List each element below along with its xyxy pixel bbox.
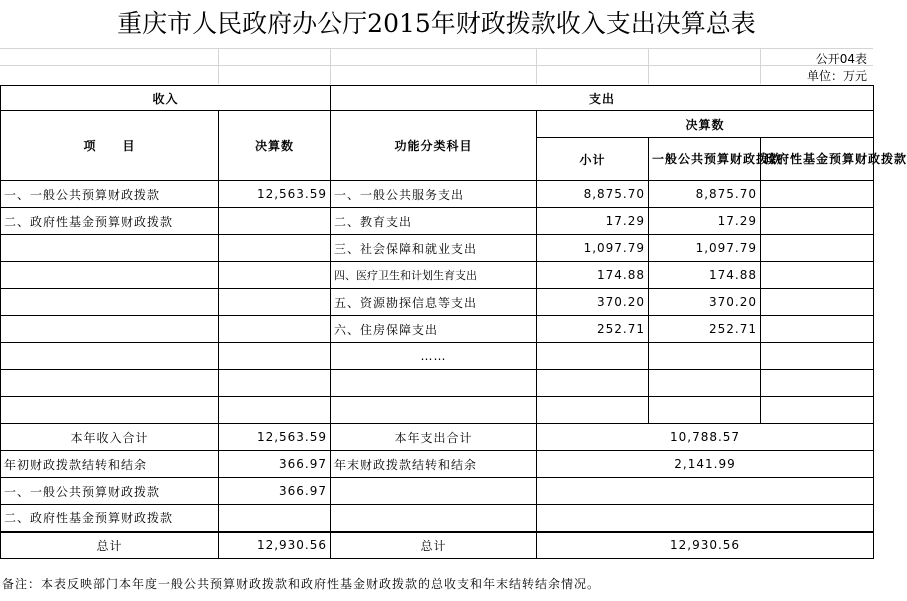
fund-budget-header: 政府性基金预算财政拨款: [761, 138, 874, 181]
expense-item: [331, 370, 537, 397]
expense-general: 17.29: [649, 208, 761, 235]
expense-subtotal: 252.71: [537, 316, 649, 343]
amount-header: 决算数: [219, 111, 331, 181]
table-row: [1, 262, 874, 289]
expense-item: ……: [331, 343, 537, 370]
income-amount: [219, 208, 331, 235]
expense-general: [649, 397, 761, 424]
expense-total-label: 本年支出合计: [331, 424, 537, 451]
expense-subtotal: [537, 343, 649, 370]
expense-fund: [761, 208, 874, 235]
expense-general: 252.71: [649, 316, 761, 343]
expense-fund: [761, 235, 874, 262]
expense-total: 10,788.57: [537, 424, 874, 451]
func-category-header: 功能分类科目: [331, 111, 537, 181]
final-amount-header: 决算数: [537, 111, 874, 138]
table-row: [1, 289, 874, 316]
income-item: [1, 262, 219, 289]
grand-expense: 12,930.56: [537, 532, 874, 559]
budget-table: [0, 85, 907, 559]
carryover-row: [1, 451, 874, 478]
table-row: [1, 397, 874, 424]
income-item: [1, 235, 219, 262]
empty-cell: [331, 505, 537, 532]
expense-general: 1,097.79: [649, 235, 761, 262]
general-budget-header: 一般公共预算财政拨款: [649, 138, 761, 181]
expense-subtotal: [537, 370, 649, 397]
table-row: [1, 370, 874, 397]
subtotal-header: 小计: [537, 138, 649, 181]
expense-subtotal: 8,875.70: [537, 181, 649, 208]
income-amount: [219, 235, 331, 262]
carryover-in: 366.97: [219, 451, 331, 478]
income-header: 收入: [1, 86, 331, 111]
expense-fund: [761, 181, 874, 208]
expense-general: [649, 370, 761, 397]
carryover-out: 2,141.99: [537, 451, 874, 478]
empty-cell: [331, 478, 537, 505]
expense-item: 一、一般公共服务支出: [331, 181, 537, 208]
footnote: 备注：本表反映部门本年度一般公共预算财政拨款和政府性基金财政拨款的总收支和年末结转结余情况。: [2, 577, 601, 591]
income-amount: [219, 370, 331, 397]
expense-item: 五、资源勘探信息等支出: [331, 289, 537, 316]
expense-fund: [761, 289, 874, 316]
carryover-out-label: 年末财政拨款结转和结余: [331, 451, 537, 478]
carry-general: 366.97: [219, 478, 331, 505]
total-row: [1, 424, 874, 451]
report-title: 重庆市人民政府办公厅2015年财政拨款收入支出决算总表: [117, 9, 756, 38]
carry-fund: [219, 505, 331, 532]
expense-fund: [761, 397, 874, 424]
carry-general-label: 一、一般公共预算财政拨款: [1, 478, 219, 505]
expense-item: 三、社会保障和就业支出: [331, 235, 537, 262]
expense-general: [649, 343, 761, 370]
table-row: [1, 343, 874, 370]
income-amount: [219, 343, 331, 370]
income-amount: [219, 262, 331, 289]
table-row: [1, 316, 874, 343]
income-total-label: 本年收入合计: [1, 424, 219, 451]
table-row: [1, 208, 874, 235]
grand-expense-label: 总计: [331, 532, 537, 559]
expense-subtotal: 174.88: [537, 262, 649, 289]
income-item: [1, 397, 219, 424]
expense-item: 六、住房保障支出: [331, 316, 537, 343]
carry-fund-row: [1, 505, 874, 532]
income-amount: [219, 397, 331, 424]
grand-income-label: 总计: [1, 532, 219, 559]
expense-item: [331, 397, 537, 424]
grand-income: 12,930.56: [219, 532, 331, 559]
income-amount: [219, 289, 331, 316]
empty-cell: [537, 478, 874, 505]
table-row: [1, 235, 874, 262]
form-number: 公开04表: [815, 52, 867, 66]
income-item: 一、一般公共预算财政拨款: [1, 181, 219, 208]
expense-subtotal: 370.20: [537, 289, 649, 316]
item-header: 项 目: [1, 111, 219, 181]
expense-fund: [761, 343, 874, 370]
expense-item: 二、教育支出: [331, 208, 537, 235]
table-row: [1, 181, 874, 208]
income-total: 12,563.59: [219, 424, 331, 451]
income-item: [1, 289, 219, 316]
income-item: [1, 370, 219, 397]
expense-general: 370.20: [649, 289, 761, 316]
income-item: [1, 316, 219, 343]
expense-fund: [761, 316, 874, 343]
expense-fund: [761, 370, 874, 397]
income-item: 二、政府性基金预算财政拨款: [1, 208, 219, 235]
carry-general-row: [1, 478, 874, 505]
expense-general: 8,875.70: [649, 181, 761, 208]
carryover-in-label: 年初财政拨款结转和结余: [1, 451, 219, 478]
expense-subtotal: [537, 397, 649, 424]
grand-total-row: [1, 532, 874, 559]
income-amount: 12,563.59: [219, 181, 331, 208]
expense-header: 支出: [331, 86, 874, 111]
empty-cell: [537, 505, 874, 532]
expense-subtotal: 1,097.79: [537, 235, 649, 262]
expense-item: 四、医疗卫生和计划生育支出: [331, 262, 537, 289]
expense-general: 174.88: [649, 262, 761, 289]
income-item: [1, 343, 219, 370]
expense-subtotal: 17.29: [537, 208, 649, 235]
income-amount: [219, 316, 331, 343]
carry-fund-label: 二、政府性基金预算财政拨款: [1, 505, 219, 532]
expense-fund: [761, 262, 874, 289]
unit-label: 单位：万元: [806, 69, 867, 83]
